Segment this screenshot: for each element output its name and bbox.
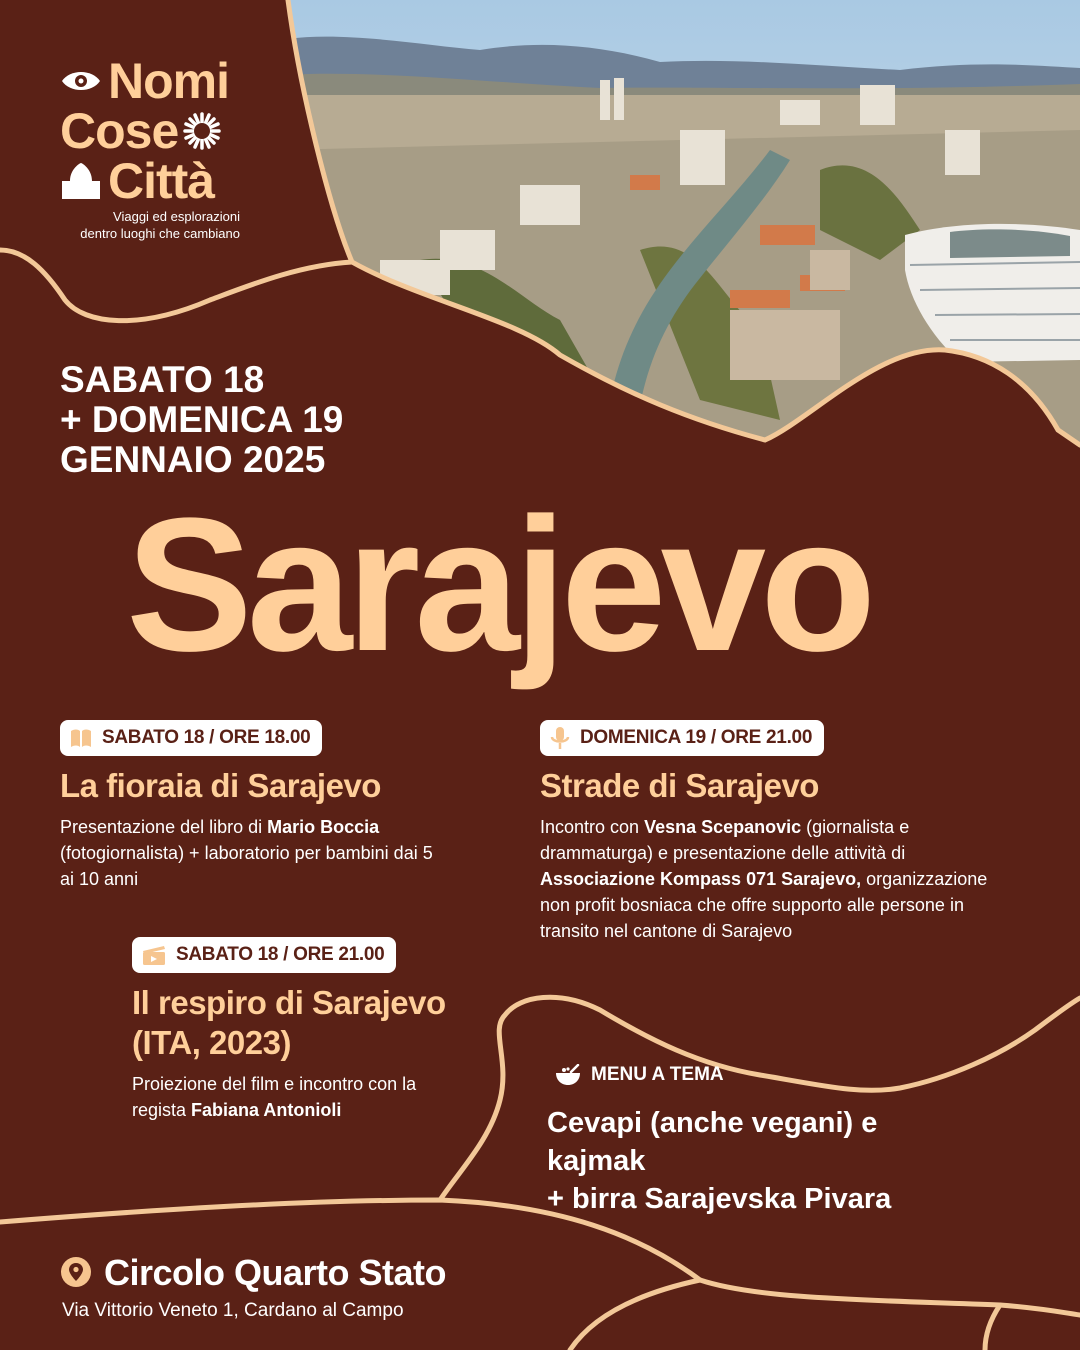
- logo: [60, 53, 250, 209]
- logo-row-1: [60, 53, 250, 109]
- logo-word-citta: Città: [108, 153, 215, 209]
- event-card-1: [60, 720, 480, 892]
- building-icon: [60, 161, 102, 201]
- tagline-line-1: Viaggi ed esplorazioni: [113, 209, 240, 224]
- menu-content: [547, 1104, 975, 1218]
- location-pin-icon: [60, 1256, 92, 1290]
- menu-line-3: + birra Sarajevska Pivara: [547, 1183, 892, 1215]
- event-card-2: [540, 720, 1020, 944]
- date-line-3: GENNAIO 2025: [60, 439, 326, 480]
- bowl-icon: [555, 1064, 581, 1086]
- event-title: Strade di Sarajevo: [540, 767, 819, 804]
- event-title-line-2: (ITA, 2023): [132, 1024, 291, 1061]
- city-title: Sarajevo: [126, 479, 871, 691]
- menu-line-1: Cevapi (anche vegani) e: [547, 1107, 878, 1139]
- event-title: [132, 983, 502, 1063]
- event-description: [132, 1071, 442, 1123]
- desc-text: organizzazione non profit bosniaca che offre supporto alle persone in transito nel cantone di Sarajevo: [540, 869, 988, 941]
- event-badge: [132, 937, 396, 973]
- event-badge-text: SABATO 18 / ORE 21.00: [176, 944, 385, 965]
- event-title: La fioraia di Sarajevo: [60, 767, 381, 804]
- microphone-icon: [550, 726, 570, 750]
- logo-row-2: [60, 103, 250, 159]
- event-badge-text: DOMENICA 19 / ORE 21.00: [580, 727, 813, 748]
- logo-word-nomi: Nomi: [108, 53, 229, 109]
- event-badge: [60, 720, 322, 756]
- venue-address: Via Vittorio Veneto 1, Cardano al Campo: [62, 1300, 404, 1321]
- date-line-1: SABATO 18: [60, 359, 265, 400]
- venue-header: [60, 1252, 446, 1294]
- event-description: [60, 814, 440, 892]
- date-line-2: + DOMENICA 19: [60, 399, 344, 440]
- desc-text: (fotogiornalista) + laboratorio per bambini dai 5 ai 10 anni: [60, 843, 433, 889]
- book-icon: [70, 728, 92, 748]
- desc-text: Proiezione del film e incontro con la regista: [132, 1074, 417, 1120]
- city-aerial-photo: [280, 0, 1080, 450]
- eye-icon: [60, 66, 102, 96]
- desc-text: Incontro con: [540, 817, 645, 837]
- event-badge: [540, 720, 824, 756]
- event-card-3: [132, 937, 502, 1123]
- menu-line-2: kajmak: [547, 1145, 646, 1177]
- event-dates: [60, 360, 343, 480]
- logo-word-cose: Cose: [60, 103, 179, 159]
- logo-row-3: [60, 153, 250, 209]
- logo-tagline: [60, 208, 240, 242]
- theme-menu: [547, 1064, 975, 1218]
- desc-organization: Associazione Kompass 071 Sarajevo,: [540, 869, 862, 889]
- event-title-line-1: Il respiro di Sarajevo: [132, 984, 446, 1021]
- desc-name: Fabiana Antonioli: [191, 1100, 342, 1120]
- desc-name: Mario Boccia: [267, 817, 380, 837]
- desc-text: (giornalista e drammaturga) e presentazione delle attività di: [540, 817, 910, 863]
- event-description: [540, 814, 1010, 944]
- event-badge-text: SABATO 18 / ORE 18.00: [102, 727, 311, 748]
- clapperboard-icon: [142, 944, 166, 966]
- venue: [60, 1252, 446, 1322]
- tagline-line-2: dentro luoghi che cambiano: [80, 226, 240, 241]
- sun-icon: [182, 111, 222, 151]
- menu-header: [555, 1064, 975, 1086]
- venue-name: Circolo Quarto Stato: [104, 1252, 447, 1293]
- desc-text: Presentazione del libro di: [60, 817, 268, 837]
- desc-name: Vesna Scepanovic: [644, 817, 802, 837]
- menu-label: MENU A TEMA: [591, 1064, 724, 1085]
